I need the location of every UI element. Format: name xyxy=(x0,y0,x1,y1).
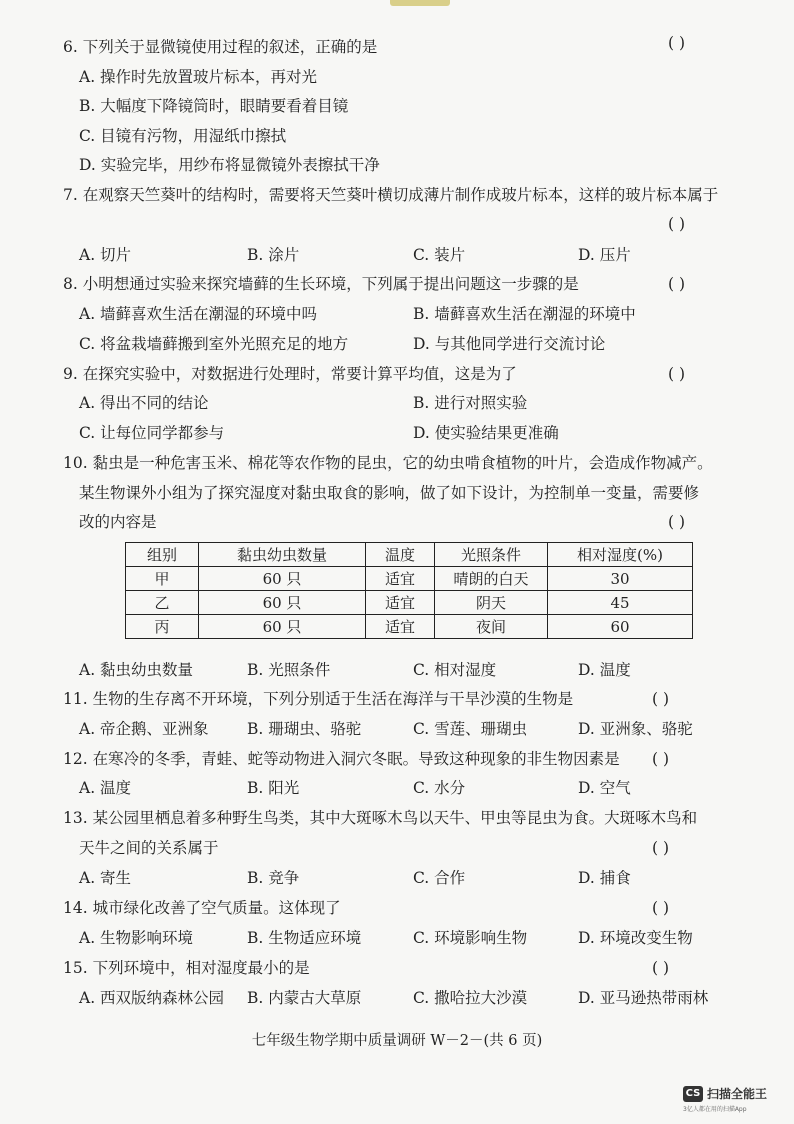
scanner-app-name: 扫描全能王 xyxy=(707,1087,768,1101)
option-8b: B. 墙藓喜欢生活在潮湿的环境中 xyxy=(413,305,636,323)
option-7b: B. 涂片 xyxy=(247,246,300,264)
scanner-watermark xyxy=(683,1085,767,1102)
option-15a: A. 西双版纳森林公园 xyxy=(79,989,225,1007)
scanner-tagline: 3亿人都在用的扫描App xyxy=(683,1106,747,1113)
table-cell: 乙 xyxy=(126,591,199,615)
cs-logo-icon: CS xyxy=(683,1086,703,1102)
option-8a: A. 墙藓喜欢生活在潮湿的环境中吗 xyxy=(79,305,318,323)
option-8c: C. 将盆栽墙藓搬到室外光照充足的地方 xyxy=(79,335,349,353)
option-11b: B. 珊瑚虫、骆驼 xyxy=(247,720,362,738)
table-cell: 阴天 xyxy=(435,591,548,615)
option-12a: A. 温度 xyxy=(79,779,132,797)
experiment-table xyxy=(125,542,693,639)
table-header-cell: 光照条件 xyxy=(435,543,548,567)
option-9b: B. 进行对照实验 xyxy=(413,394,528,412)
option-10c: C. 相对湿度 xyxy=(413,661,497,679)
option-12d: D. 空气 xyxy=(578,779,631,797)
option-9a: A. 得出不同的结论 xyxy=(79,394,209,412)
table-cell: 适宜 xyxy=(366,567,435,591)
table-header-cell: 黏虫幼虫数量 xyxy=(199,543,366,567)
table-cell: 适宜 xyxy=(366,591,435,615)
answer-blank-7: ( ) xyxy=(668,215,686,233)
option-6d: D. 实验完毕，用纱布将显微镜外表擦拭干净 xyxy=(79,156,380,174)
option-13d: D. 捕食 xyxy=(578,869,631,887)
option-14d: D. 环境改变生物 xyxy=(578,929,693,947)
question-10-stem-line2: 某生物课外小组为了探究湿度对黏虫取食的影响，做了如下设计，为控制单一变量，需要修 xyxy=(79,484,700,502)
table-cell: 60 只 xyxy=(199,567,366,591)
answer-blank-15: ( ) xyxy=(652,959,670,977)
table-cell: 夜间 xyxy=(435,615,548,639)
option-10a: A. 黏虫幼虫数量 xyxy=(79,661,194,679)
option-8d: D. 与其他同学进行交流讨论 xyxy=(413,335,606,353)
option-7c: C. 装片 xyxy=(413,246,466,264)
option-13b: B. 竞争 xyxy=(247,869,300,887)
table-row xyxy=(126,615,693,639)
question-12-stem: 12. 在寒冷的冬季，青蛙、蛇等动物进入洞穴冬眠。导致这种现象的非生物因素是 xyxy=(63,750,620,768)
question-15-stem: 15. 下列环境中，相对湿度最小的是 xyxy=(63,959,310,977)
table-cell: 60 只 xyxy=(199,591,366,615)
table-header-row xyxy=(126,543,693,567)
option-14b: B. 生物适应环境 xyxy=(247,929,362,947)
question-7-stem: 7. 在观察天竺葵叶的结构时，需要将天竺葵叶横切成薄片制作成玻片标本，这样的玻片标本属于 xyxy=(63,186,719,204)
option-10b: B. 光照条件 xyxy=(247,661,331,679)
table-cell: 60 只 xyxy=(199,615,366,639)
question-10-stem-line1: 10. 黏虫是一种危害玉米、棉花等农作物的昆虫，它的幼虫啃食植物的叶片，会造成作物减产。 xyxy=(63,454,713,472)
table-header-cell: 组别 xyxy=(126,543,199,567)
answer-blank-12: ( ) xyxy=(652,750,670,768)
option-15c: C. 撒哈拉大沙漠 xyxy=(413,989,528,1007)
table-cell: 60 xyxy=(548,615,693,639)
question-10-stem-line3: 改的内容是 xyxy=(79,513,157,531)
option-6b: B. 大幅度下降镜筒时，眼睛要看着目镜 xyxy=(79,97,349,115)
table-cell: 丙 xyxy=(126,615,199,639)
option-11c: C. 雪莲、珊瑚虫 xyxy=(413,720,528,738)
top-edge-mark xyxy=(390,0,450,6)
table-cell: 适宜 xyxy=(366,615,435,639)
option-13a: A. 寄生 xyxy=(79,869,132,887)
option-12b: B. 阳光 xyxy=(247,779,300,797)
option-15b: B. 内蒙古大草原 xyxy=(247,989,362,1007)
option-13c: C. 合作 xyxy=(413,869,466,887)
question-14-stem: 14. 城市绿化改善了空气质量。这体现了 xyxy=(63,899,341,917)
table-cell: 晴朗的白天 xyxy=(435,567,548,591)
answer-blank-13: ( ) xyxy=(652,839,670,857)
table-header-cell: 相对湿度(%) xyxy=(548,543,693,567)
table-cell: 45 xyxy=(548,591,693,615)
question-13-stem-line2: 天牛之间的关系属于 xyxy=(79,839,219,857)
option-12c: C. 水分 xyxy=(413,779,466,797)
table-header-cell: 温度 xyxy=(366,543,435,567)
option-14c: C. 环境影响生物 xyxy=(413,929,528,947)
question-11-stem: 11. 生物的生存离不开环境，下列分别适于生活在海洋与干旱沙漠的生物是 xyxy=(63,690,574,708)
option-15d: D. 亚马逊热带雨林 xyxy=(578,989,709,1007)
option-7d: D. 压片 xyxy=(578,246,631,264)
option-11d: D. 亚洲象、骆驼 xyxy=(578,720,693,738)
answer-blank-14: ( ) xyxy=(652,899,670,917)
option-6a: A. 操作时先放置玻片标本，再对光 xyxy=(79,68,318,86)
question-8-stem: 8. 小明想通过实验来探究墙藓的生长环境，下列属于提出问题这一步骤的是 xyxy=(63,275,579,293)
option-9d: D. 使实验结果更准确 xyxy=(413,424,559,442)
option-10d: D. 温度 xyxy=(578,661,631,679)
table-cell: 甲 xyxy=(126,567,199,591)
page-footer: 七年级生物学期中质量调研 W－2－(共 6 页) xyxy=(251,1033,543,1049)
answer-blank-6: ( ) xyxy=(668,34,686,52)
answer-blank-9: ( ) xyxy=(668,365,686,383)
option-14a: A. 生物影响环境 xyxy=(79,929,194,947)
table-row xyxy=(126,567,693,591)
question-9-stem: 9. 在探究实验中，对数据进行处理时，常要计算平均值，这是为了 xyxy=(63,365,517,383)
table-cell: 30 xyxy=(548,567,693,591)
question-13-stem-line1: 13. 某公园里栖息着多种野生鸟类，其中大斑啄木鸟以天牛、甲虫等昆虫为食。大斑啄木鸟和 xyxy=(63,809,698,827)
option-9c: C. 让每位同学都参与 xyxy=(79,424,225,442)
option-11a: A. 帝企鹅、亚洲象 xyxy=(79,720,209,738)
answer-blank-11: ( ) xyxy=(652,690,670,708)
question-6-stem: 6. 下列关于显微镜使用过程的叙述，正确的是 xyxy=(63,38,378,56)
option-6c: C. 目镜有污物，用湿纸巾擦拭 xyxy=(79,127,287,145)
option-7a: A. 切片 xyxy=(79,246,132,264)
table-row xyxy=(126,591,693,615)
answer-blank-10: ( ) xyxy=(668,513,686,531)
answer-blank-8: ( ) xyxy=(668,275,686,293)
